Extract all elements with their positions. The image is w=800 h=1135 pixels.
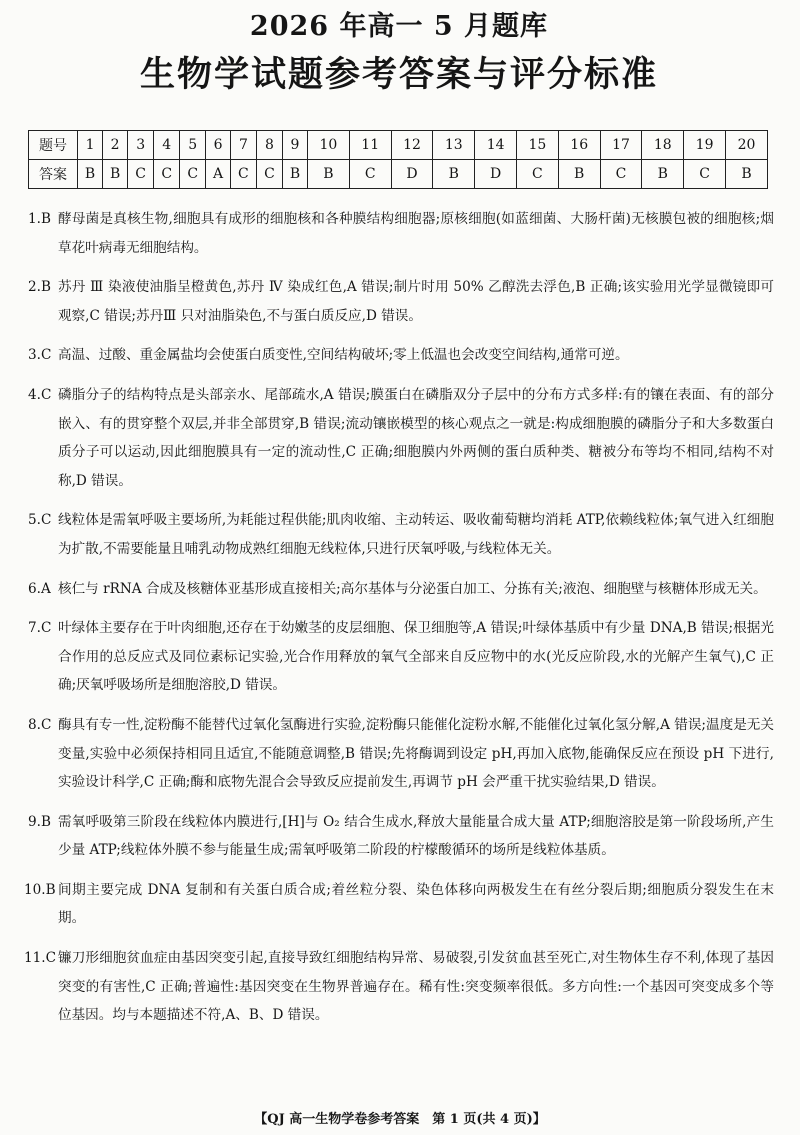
explanation-text: 需氧呼吸第三阶段在线粒体内膜进行,[H]与 O₂ 结合生成水,释放大量能量合成大量 ATP;细胞溶胶是第一阶段场所,产生少量 ATP;线粒体外膜不参与能量生成;需氧呼吸第二阶段的柠檬酸循环的场所是线粒体基质。: [58, 813, 774, 859]
explanation-text: 高温、过酸、重金属盐均会使蛋白质变性,空间结构破坏;零上低温也会改变空间结构,通常可逆。: [58, 347, 629, 364]
explanation-item: [24, 381, 774, 495]
explanation-number: 8.C: [28, 716, 52, 733]
explanation-number: 4.C: [28, 386, 52, 403]
answer-cell: C: [180, 160, 206, 189]
explanation-number: 10.B: [24, 881, 56, 898]
explanation-text: 酵母菌是真核生物,细胞具有成形的细胞核和各种膜结构细胞器;原核细胞(如蓝细菌、大肠杆菌)无核膜包被的细胞核;烟草花叶病毒无细胞结构。: [58, 211, 774, 256]
answer-cell: A: [206, 160, 231, 189]
explanation-text: 酶具有专一性,淀粉酶不能替代过氧化氢酶进行实验,淀粉酶只能催化淀粉水解,不能催化过氧化氢分解,A 错误;温度是无关变量,实验中必须保持相同且适宜,不能随意调整,B 错误;先将酶调到设定 pH,再加入底物,能确保反应在预设 pH 下进行,实验设计科学,C 正确;酶和底物先混合会导致反应提前发生,再调节 pH 会严重干扰实验结果,D 错误。: [58, 716, 774, 791]
explanation-item: [24, 506, 774, 563]
question-number-cell: 11: [349, 131, 391, 160]
answer-cell: B: [433, 160, 475, 189]
question-number-cell: 2: [103, 131, 128, 160]
explanation-number: 1.B: [28, 211, 51, 227]
explanation-number: 2.B: [28, 279, 51, 296]
question-number-cell: 10: [308, 131, 350, 160]
answer-cell: C: [128, 160, 154, 189]
answer-cell: C: [600, 160, 642, 189]
answer-cell: B: [282, 160, 307, 189]
answer-cell: B: [725, 160, 767, 189]
explanation-text: 镰刀形细胞贫血症由基因突变引起,直接导致红细胞结构异常、易破裂,引发贫血甚至死亡,对生物体生存不利,体现了基因突变的有害性,C 正确;普遍性:基因突变在生物界普遍存在。稀有性:突变频率很低。多方向性:一个基因可突变成多个等位基因。均与本题描述不符,A、B、D 错误。: [58, 950, 774, 1024]
question-number-cell: 8: [256, 131, 282, 160]
answer-cell: C: [517, 160, 559, 189]
answer-cell: B: [642, 160, 684, 189]
answer-cell: C: [349, 160, 391, 189]
question-number-row: [29, 131, 768, 160]
explanation-text: 间期主要完成 DNA 复制和有关蛋白质合成;着丝粒分裂、染色体移向两极发生在有丝分裂后期;细胞质分裂发生在末期。: [58, 881, 774, 927]
answer-cell: B: [558, 160, 600, 189]
explanation-item: [24, 808, 774, 865]
explanation-number: 3.C: [28, 347, 52, 364]
explanation-number: 9.B: [28, 813, 51, 830]
answer-cell: C: [154, 160, 180, 189]
question-number-cell: 20: [725, 131, 767, 160]
question-number-cell: 17: [600, 131, 642, 160]
explanation-item: [24, 341, 774, 370]
explanation-item: [24, 711, 774, 797]
question-number-cell: 13: [433, 131, 475, 160]
page-footer: 【QJ 高一生物学卷参考答案 第 1 页(共 4 页)】: [254, 1112, 546, 1127]
answer-table: [28, 130, 768, 189]
explanation-item: [24, 614, 774, 700]
explanation-item: [24, 876, 774, 933]
answer-cell: D: [475, 160, 517, 189]
answer-cell: B: [78, 160, 103, 189]
answer-cell: D: [391, 160, 433, 189]
question-number-cell: 14: [475, 131, 517, 160]
explanation-text: 线粒体是需氧呼吸主要场所,为耗能过程供能;肌肉收缩、主动转运、吸收葡萄糖均消耗 ATP,依赖线粒体;氧气进入红细胞为扩散,不需要能量且哺乳动物成熟红细胞无线粒体,只进行厌氧呼吸,与线粒体无关。: [58, 512, 774, 557]
question-number-cell: 15: [517, 131, 559, 160]
answer-cell: B: [308, 160, 350, 189]
explanation-text: 磷脂分子的结构特点是头部亲水、尾部疏水,A 错误;膜蛋白在磷脂双分子层中的分布方式多样:有的镶在表面、有的部分嵌入、有的贯穿整个双层,并非全部贯穿,B 错误;流动镶嵌模型的核心观点之一就是:构成细胞膜的磷脂分子和大多数蛋白质分子可以运动,因此细胞膜具有一定的流动性,C 正确;细胞膜内外两侧的蛋白质种类、糖被分布等均不相同,结构不对称,D 错误。: [58, 386, 774, 489]
explanation-item: [24, 944, 774, 1030]
question-number-cell: 7: [230, 131, 256, 160]
answer-cell: C: [230, 160, 256, 189]
explanation-text: 核仁与 rRNA 合成及核糖体亚基形成直接相关;高尔基体与分泌蛋白加工、分拣有关;液泡、细胞壁与核糖体形成无关。: [58, 580, 767, 597]
explanation-item: [24, 205, 774, 262]
question-number-cell: 4: [154, 131, 180, 160]
question-number-cell: 3: [128, 131, 154, 160]
question-number-cell: 5: [180, 131, 206, 160]
exam-title: 2026 年高一 5 月题库: [249, 11, 549, 42]
explanation-item: [24, 575, 774, 604]
answer-cell: C: [256, 160, 282, 189]
answer-label: 答案: [29, 160, 78, 189]
answer-cell: B: [103, 160, 128, 189]
question-number-cell: 12: [391, 131, 433, 160]
answer-cell: C: [684, 160, 726, 189]
question-number-cell: 1: [78, 131, 103, 160]
explanation-number: 7.C: [28, 620, 52, 637]
question-number-cell: 16: [558, 131, 600, 160]
explanation-text: 苏丹 Ⅲ 染液使油脂呈橙黄色,苏丹 Ⅳ 染成红色,A 错误;制片时用 50% 乙醇洗去浮色,B 正确;该实验用光学显微镜即可观察,C 错误;苏丹Ⅲ 只对油脂染色,不与蛋白质反应,D 错误。: [58, 279, 774, 324]
explanation-number: 6.A: [28, 580, 51, 597]
document-title: 生物学试题参考答案与评分标准: [139, 54, 658, 95]
explanation-list: [24, 205, 774, 1030]
explanation-text: 叶绿体主要存在于叶肉细胞,还存在于幼嫩茎的皮层细胞、保卫细胞等,A 错误;叶绿体基质中有少量 DNA,B 错误;根据光合作用的总反应式及同位素标记实验,光合作用释放的氧气全部来自反应物中的水(光反应阶段,水的光解产生氧气),C 正确;厌氧呼吸场所是细胞溶胶,D 错误。: [58, 620, 774, 694]
question-number-cell: 19: [684, 131, 726, 160]
explanation-number: 5.C: [28, 512, 52, 529]
question-number-cell: 6: [206, 131, 231, 160]
question-number-cell: 9: [282, 131, 307, 160]
question-number-cell: 18: [642, 131, 684, 160]
explanation-item: [24, 273, 774, 330]
question-number-label: 题号: [29, 131, 78, 160]
answer-row: [29, 160, 768, 189]
explanation-number: 11.C: [24, 950, 57, 967]
